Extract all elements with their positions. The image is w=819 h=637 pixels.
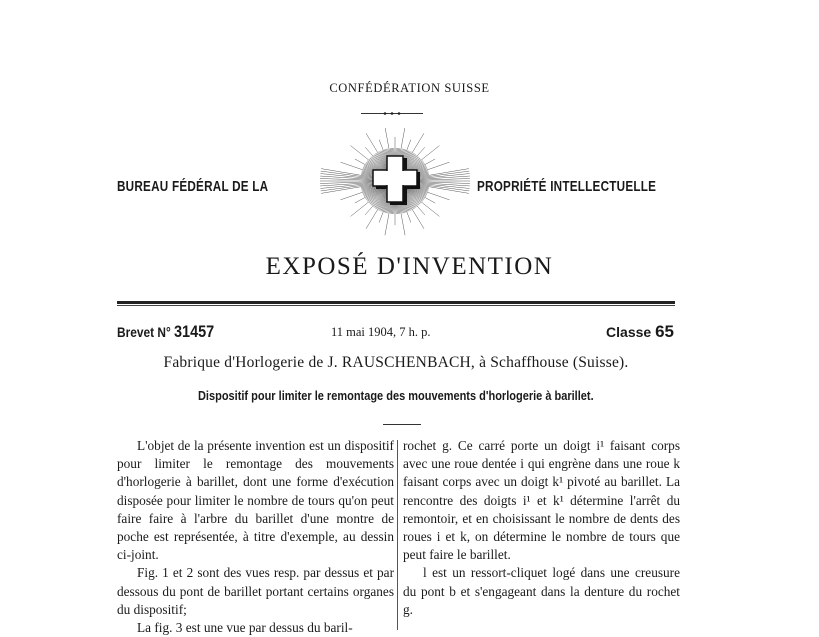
ornament-divider [361, 112, 423, 115]
filing-date: 11 mai 1904, 7 h. p. [331, 325, 431, 339]
body-column-left [117, 437, 394, 637]
paragraph: L'objet de la présente invention est un dispositif pour limiter le remontage des mouvements d'horlogerie à barillet, dont une forme d'exécution disposée pour limiter le nombre de tours qu'on peut faire faire à l'arbre du barillet d'une montre de poche est représentée, à titre d'exemple, au dessin ci-joint. [117, 438, 394, 563]
brevet-number: 31457 [174, 322, 215, 341]
paragraph: l est un ressort-cliquet logé dans une creusure du pont b et s'engageant dans la denture du rochet g. [403, 565, 680, 617]
paragraph: rochet g. Ce carré porte un doigt i¹ faisant corps avec une roue dentée i qui engrène dans une roue k faisant corps avec un doigt k¹ pivoté au barillet. La rencontre des doigts i¹ et k¹ détermine l'arrêt du remontoir, et en choisissant le nombre de dents des roues i et k, on détermine le nombre de tours que peut faire le barillet. [403, 438, 680, 563]
confederation-heading: CONFÉDÉRATION SUISSE [329, 81, 490, 95]
double-rule-bottom [117, 305, 675, 306]
classe-label: Classe [606, 324, 652, 340]
swiss-cross-star-icon [312, 128, 472, 256]
applicant: Fabrique d'Horlogerie de J. RAUSCHENBACH, à Schaffhouse (Suisse). [163, 354, 629, 371]
paragraph: Fig. 1 et 2 sont des vues resp. par dessus et par dessous du pont de barillet portant certains organes du dispositif; [117, 565, 394, 617]
column-separator [397, 440, 398, 630]
invention-title [117, 389, 675, 403]
classe-number: 65 [655, 322, 674, 341]
patent-class [606, 322, 674, 342]
document-title: EXPOSÉ D'INVENTION [265, 253, 554, 280]
bureau-left-text: BUREAU FÉDÉRAL DE LA [117, 178, 269, 195]
brevet-label: Brevet N° [117, 324, 171, 340]
short-divider [383, 424, 421, 425]
patent-number [117, 322, 214, 342]
double-rule-top [117, 301, 675, 304]
paragraph: La fig. 3 est une vue par dessus du baril- [137, 620, 353, 636]
bureau-right-text: PROPRIÉTÉ INTELLECTUELLE [477, 178, 657, 195]
invention-title-text: Dispositif pour limiter le remontage des mouvements d'horlogerie à barillet. [198, 389, 594, 403]
body-column-right [403, 437, 680, 619]
